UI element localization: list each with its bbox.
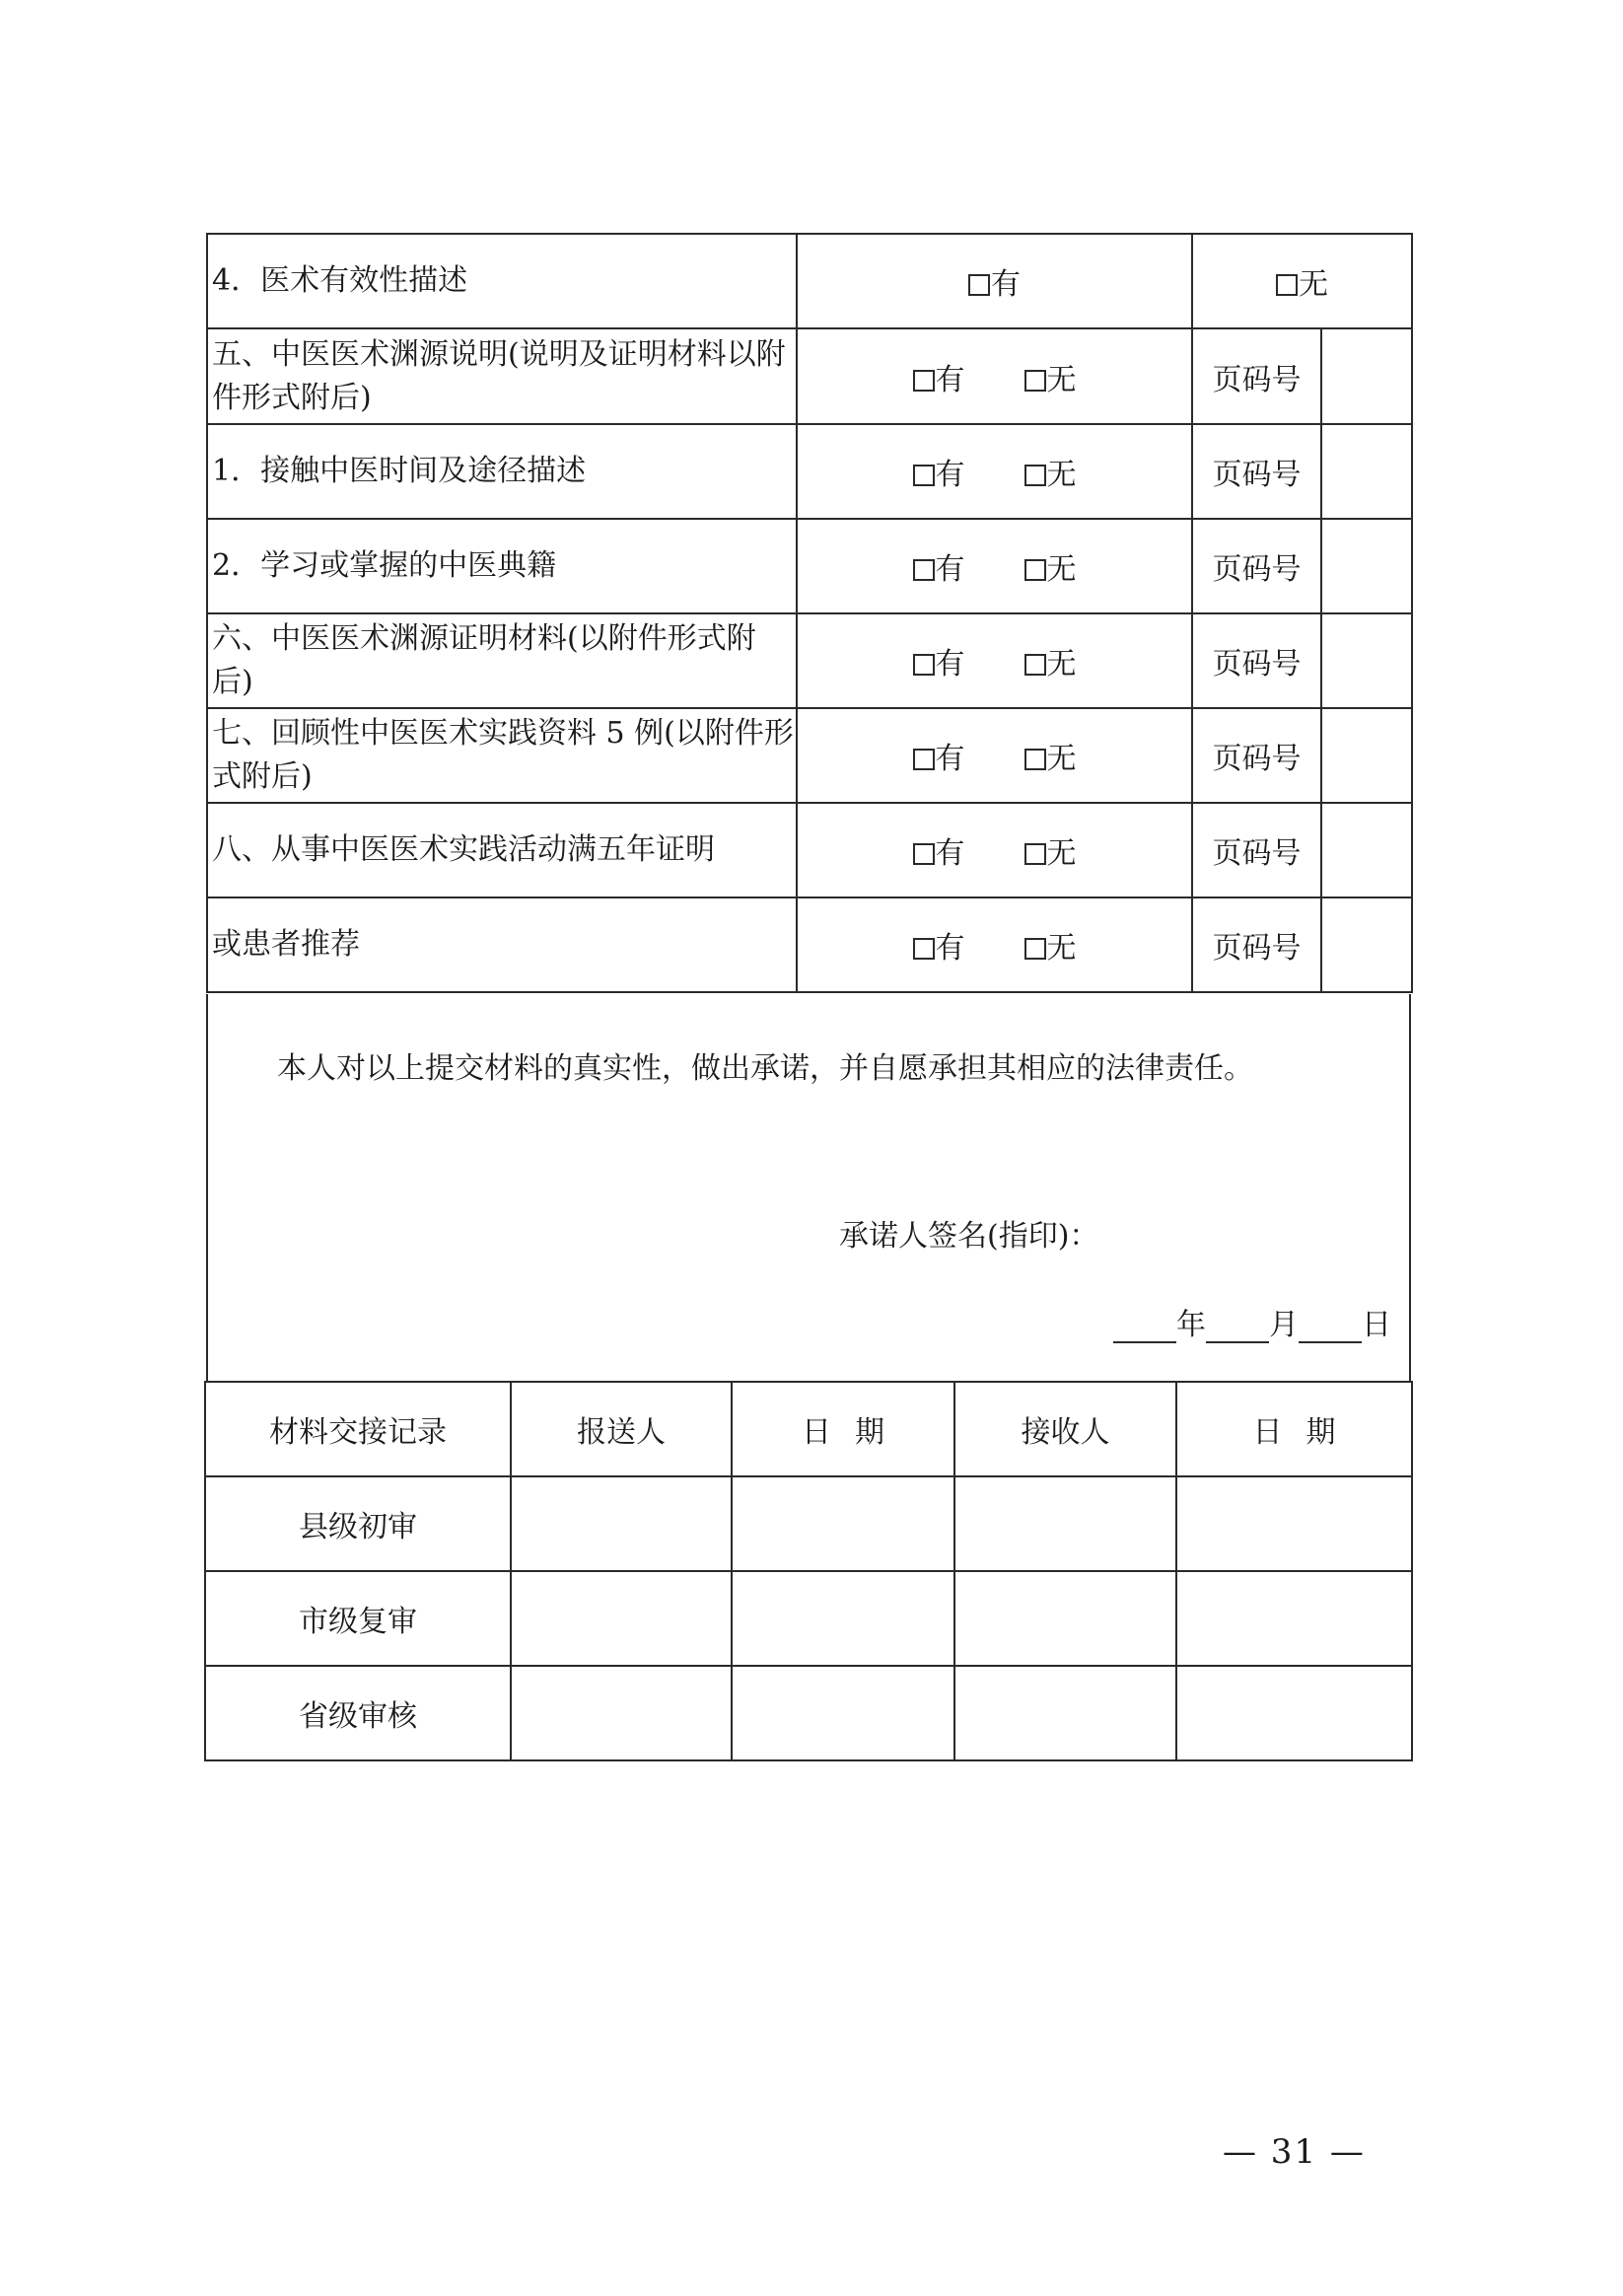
page-number-field[interactable]: [1321, 424, 1412, 519]
page-number: — 31 —: [1223, 2132, 1366, 2172]
table-row: [207, 519, 1412, 613]
month-label: 月: [1269, 1308, 1299, 1342]
year-label: 年: [1176, 1308, 1206, 1342]
receiver-cell[interactable]: [954, 1571, 1176, 1666]
checkbox-icon[interactable]: [1024, 843, 1046, 865]
item-label: 六、中医医术渊源证明材料(以附件形式附后): [207, 613, 797, 708]
column-header: 日期: [1176, 1382, 1412, 1476]
checkbox-icon[interactable]: [1276, 274, 1298, 296]
item-label: 2．学习或掌握的中医典籍: [207, 519, 797, 613]
item-label: 五、中医医术渊源说明(说明及证明材料以附件形式附后): [207, 328, 797, 424]
yes-no-options: 有 无: [797, 897, 1192, 992]
table-row: [205, 1666, 1412, 1760]
review-level-label: 省级审核: [205, 1666, 511, 1760]
page-number-field[interactable]: [1321, 803, 1412, 897]
page-number-label: 页码号: [1192, 424, 1321, 519]
no-option[interactable]: 无: [1192, 234, 1412, 328]
date-line: [1113, 1300, 1391, 1343]
checkbox-icon[interactable]: [913, 465, 935, 486]
page-number-label: 页码号: [1192, 803, 1321, 897]
yes-no-options: 有 无: [797, 803, 1192, 897]
sender-cell[interactable]: [511, 1571, 732, 1666]
month-blank[interactable]: [1206, 1314, 1269, 1343]
checkbox-icon[interactable]: [1024, 938, 1046, 960]
commitment-section: [206, 994, 1411, 1381]
sender-cell[interactable]: [511, 1666, 732, 1760]
checkbox-icon[interactable]: [1024, 370, 1046, 392]
table-row: [207, 234, 1412, 328]
checkbox-icon[interactable]: [968, 274, 990, 296]
review-level-label: 县级初审: [205, 1476, 511, 1571]
day-blank[interactable]: [1299, 1314, 1362, 1343]
date-cell[interactable]: [732, 1571, 954, 1666]
date-cell[interactable]: [732, 1666, 954, 1760]
checkbox-icon[interactable]: [1024, 559, 1046, 581]
item-label: 4．医术有效性描述: [207, 234, 797, 328]
checkbox-icon[interactable]: [913, 843, 935, 865]
page-number-label: 页码号: [1192, 519, 1321, 613]
table-row: [207, 803, 1412, 897]
year-blank[interactable]: [1113, 1314, 1176, 1343]
item-label: 七、回顾性中医医术实践资料 5 例(以附件形式附后): [207, 708, 797, 803]
receiver-cell[interactable]: [954, 1476, 1176, 1571]
page-number-field[interactable]: [1321, 519, 1412, 613]
table-row: [207, 328, 1412, 424]
yes-no-options: 有 无: [797, 519, 1192, 613]
column-header: 材料交接记录: [205, 1382, 511, 1476]
material-handover-table: [204, 1381, 1413, 1761]
table-row: [207, 613, 1412, 708]
table-header-row: [205, 1382, 1412, 1476]
item-label: 或患者推荐: [207, 897, 797, 992]
date-cell[interactable]: [1176, 1476, 1412, 1571]
page-number-field[interactable]: [1321, 897, 1412, 992]
review-level-label: 市级复审: [205, 1571, 511, 1666]
page-number-field[interactable]: [1321, 328, 1412, 424]
commitment-statement: 本人对以上提交材料的真实性，做出承诺，并自愿承担其相应的法律责任。: [277, 1051, 1253, 1086]
table-row: [205, 1571, 1412, 1666]
yes-option[interactable]: 有: [797, 234, 1192, 328]
date-cell[interactable]: [1176, 1666, 1412, 1760]
item-label: 1．接触中医时间及途径描述: [207, 424, 797, 519]
checkbox-icon[interactable]: [913, 938, 935, 960]
table-row: [205, 1476, 1412, 1571]
date-cell[interactable]: [732, 1476, 954, 1571]
checkbox-icon[interactable]: [1024, 465, 1046, 486]
page-number-label: 页码号: [1192, 708, 1321, 803]
receiver-cell[interactable]: [954, 1666, 1176, 1760]
yes-no-options: 有 无: [797, 328, 1192, 424]
yes-no-options: 有 无: [797, 424, 1192, 519]
table-row: [207, 424, 1412, 519]
page-number-label: 页码号: [1192, 613, 1321, 708]
page-number-field[interactable]: [1321, 613, 1412, 708]
checkbox-icon[interactable]: [913, 559, 935, 581]
signature-label: 承诺人签名(指印)：: [839, 1219, 1099, 1254]
column-header: 报送人: [511, 1382, 732, 1476]
page-number-label: 页码号: [1192, 328, 1321, 424]
column-header: 日期: [732, 1382, 954, 1476]
yes-no-options: 有 无: [797, 708, 1192, 803]
column-header: 接收人: [954, 1382, 1176, 1476]
table-row: [207, 897, 1412, 992]
checkbox-icon[interactable]: [913, 654, 935, 676]
day-label: 日: [1362, 1308, 1391, 1342]
table-row: [207, 708, 1412, 803]
yes-no-options: 有 无: [797, 613, 1192, 708]
sender-cell[interactable]: [511, 1476, 732, 1571]
date-cell[interactable]: [1176, 1571, 1412, 1666]
checkbox-icon[interactable]: [913, 749, 935, 770]
item-label: 八、从事中医医术实践活动满五年证明: [207, 803, 797, 897]
checkbox-icon[interactable]: [1024, 654, 1046, 676]
checkbox-icon[interactable]: [913, 370, 935, 392]
page-number-label: 页码号: [1192, 897, 1321, 992]
materials-checklist-table: [206, 233, 1413, 993]
page-number-field[interactable]: [1321, 708, 1412, 803]
checkbox-icon[interactable]: [1024, 749, 1046, 770]
